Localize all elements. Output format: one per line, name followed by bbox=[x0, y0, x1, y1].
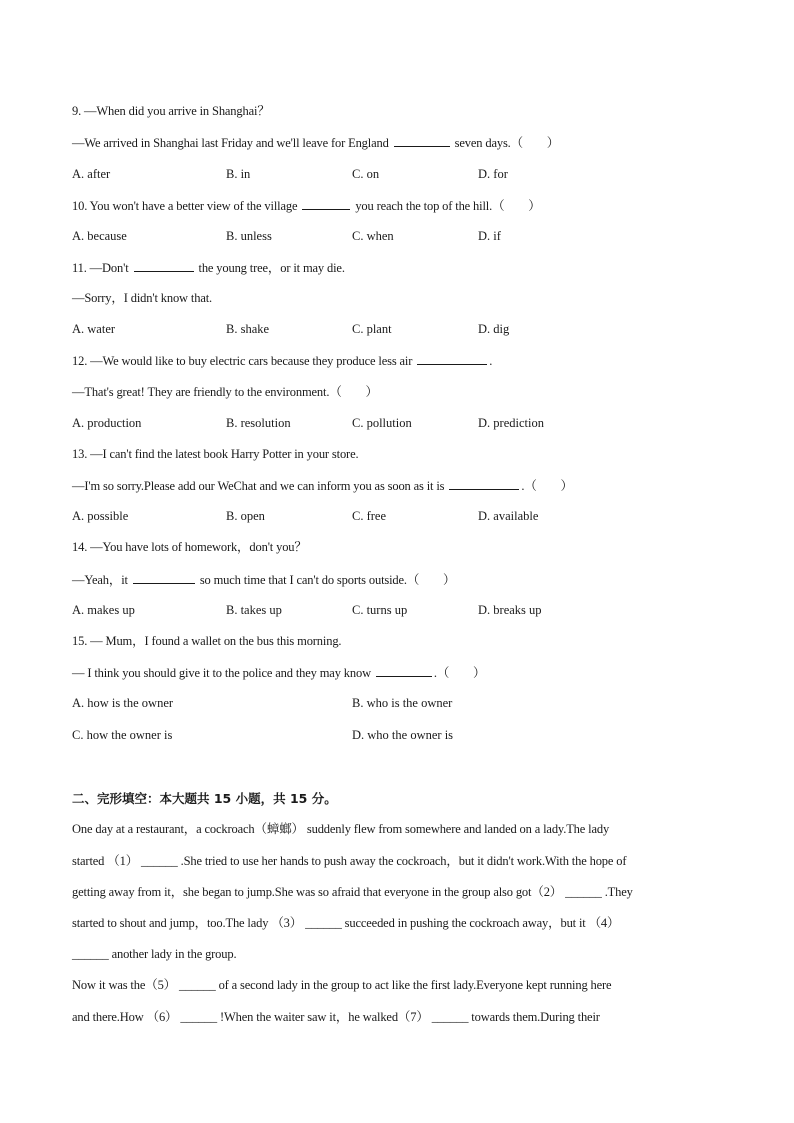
option-d[interactable]: D. if bbox=[478, 229, 501, 243]
question-text: 15. — Mum，I found a wallet on the bus this morning. bbox=[72, 634, 342, 648]
option-c[interactable]: C. plant bbox=[352, 322, 392, 336]
question-line bbox=[72, 384, 378, 400]
option-c[interactable]: C. turns up bbox=[352, 603, 408, 617]
option-d[interactable]: D. for bbox=[478, 167, 508, 181]
question-text: you reach the top of the hill.（ ） bbox=[352, 199, 541, 213]
option-c[interactable]: C. how the owner is bbox=[72, 728, 173, 742]
question-text: —That's great! They are friendly to the environment.（ ） bbox=[72, 385, 378, 399]
option-d[interactable]: D. breaks up bbox=[478, 603, 542, 617]
question-line bbox=[72, 539, 307, 555]
option-a[interactable]: A. after bbox=[72, 167, 111, 181]
option-a[interactable]: A. because bbox=[72, 229, 127, 243]
option-a[interactable]: A. production bbox=[72, 416, 142, 430]
option-b[interactable]: B. unless bbox=[226, 229, 272, 243]
option-b[interactable]: B. takes up bbox=[226, 603, 282, 617]
question-text: 13. —I can't find the latest book Harry Potter in your store. bbox=[72, 447, 359, 461]
question-text: —We arrived in Shanghai last Friday and we'll leave for England bbox=[72, 136, 392, 150]
question-line bbox=[72, 103, 270, 119]
cloze-paragraph-line: One day at a restaurant，a cockroach（蟑螂） suddenly flew from somewhere and landed on a lady.The lady bbox=[72, 822, 610, 836]
option-b[interactable]: B. who is the owner bbox=[352, 696, 453, 710]
cloze-paragraph-line: ______ another lady in the group. bbox=[72, 947, 237, 961]
option-b[interactable]: B. resolution bbox=[226, 416, 291, 430]
question-text: so much time that I can't do sports outside.（ ） bbox=[196, 573, 456, 587]
question-line bbox=[72, 477, 573, 494]
question-text: the young tree，or it may die. bbox=[195, 261, 345, 275]
option-a[interactable]: A. water bbox=[72, 322, 116, 336]
question-text: —Yeah，it bbox=[72, 573, 131, 587]
question-text: —Sorry，I didn't know that. bbox=[72, 291, 213, 305]
question-text: 10. You won't have a better view of the village bbox=[72, 199, 301, 213]
option-a[interactable]: A. how is the owner bbox=[72, 696, 174, 710]
cloze-paragraph-line: started to shout and jump，too.The lady （3） ______ succeeded in pushing the cockroach away，but it （4） bbox=[72, 916, 620, 930]
question-line bbox=[72, 633, 341, 649]
answer-blank bbox=[133, 571, 195, 584]
option-a[interactable]: A. possible bbox=[72, 509, 129, 523]
question-line bbox=[72, 664, 485, 681]
section-title: 二、完形填空：本大题共 15 小题，共 15 分。 bbox=[72, 791, 337, 806]
question-text: 14. —You have lots of homework，don't you？ bbox=[72, 540, 307, 554]
option-d[interactable]: D. available bbox=[478, 509, 539, 523]
option-a[interactable]: A. makes up bbox=[72, 603, 135, 617]
question-line bbox=[72, 259, 345, 276]
question-line bbox=[72, 352, 492, 369]
question-line bbox=[72, 446, 358, 462]
question-text: 11. —Don't bbox=[72, 261, 132, 275]
cloze-paragraph-line: Now it was the（5） ______ of a second lady in the group to act like the first lady.Everyone kept running here bbox=[72, 978, 612, 992]
question-text: 12. —We would like to buy electric cars because they produce less air bbox=[72, 354, 416, 368]
question-line bbox=[72, 134, 559, 151]
question-text: . bbox=[489, 354, 493, 368]
answer-blank bbox=[449, 477, 519, 490]
cloze-paragraph-line: getting away from it，she began to jump.She was so afraid that everyone in the group also got（2） ______ .They bbox=[72, 885, 633, 899]
question-text: — I think you should give it to the police and they may know bbox=[72, 666, 374, 680]
option-c[interactable]: C. pollution bbox=[352, 416, 412, 430]
option-b[interactable]: B. in bbox=[226, 167, 251, 181]
option-c[interactable]: C. when bbox=[352, 229, 394, 243]
option-d[interactable]: D. who the owner is bbox=[352, 728, 454, 742]
question-text: .（ ） bbox=[521, 479, 573, 493]
option-b[interactable]: B. open bbox=[226, 509, 265, 523]
answer-blank bbox=[394, 134, 450, 147]
question-line bbox=[72, 197, 541, 214]
question-text: 9. —When did you arrive in Shanghai？ bbox=[72, 104, 270, 118]
answer-blank bbox=[376, 664, 432, 677]
answer-blank bbox=[302, 197, 350, 210]
question-text: .（ ） bbox=[433, 666, 486, 680]
question-line bbox=[72, 290, 212, 306]
cloze-paragraph-line: started （1） ______ .She tried to use her hands to push away the cockroach，but it didn't work.With the hope of bbox=[72, 854, 627, 868]
answer-blank bbox=[134, 259, 194, 272]
cloze-paragraph-line: and there.How （6） ______ !When the waiter saw it，he walked（7） ______ towards them.During their bbox=[72, 1010, 600, 1024]
option-d[interactable]: D. prediction bbox=[478, 416, 544, 430]
question-text: seven days.（ ） bbox=[451, 136, 560, 150]
option-c[interactable]: C. free bbox=[352, 509, 387, 523]
answer-blank bbox=[417, 352, 487, 365]
option-c[interactable]: C. on bbox=[352, 167, 380, 181]
option-b[interactable]: B. shake bbox=[226, 322, 270, 336]
question-line bbox=[72, 571, 455, 588]
option-d[interactable]: D. dig bbox=[478, 322, 510, 336]
question-text: —I'm so sorry.Please add our WeChat and we can inform you as soon as it is bbox=[72, 479, 448, 493]
